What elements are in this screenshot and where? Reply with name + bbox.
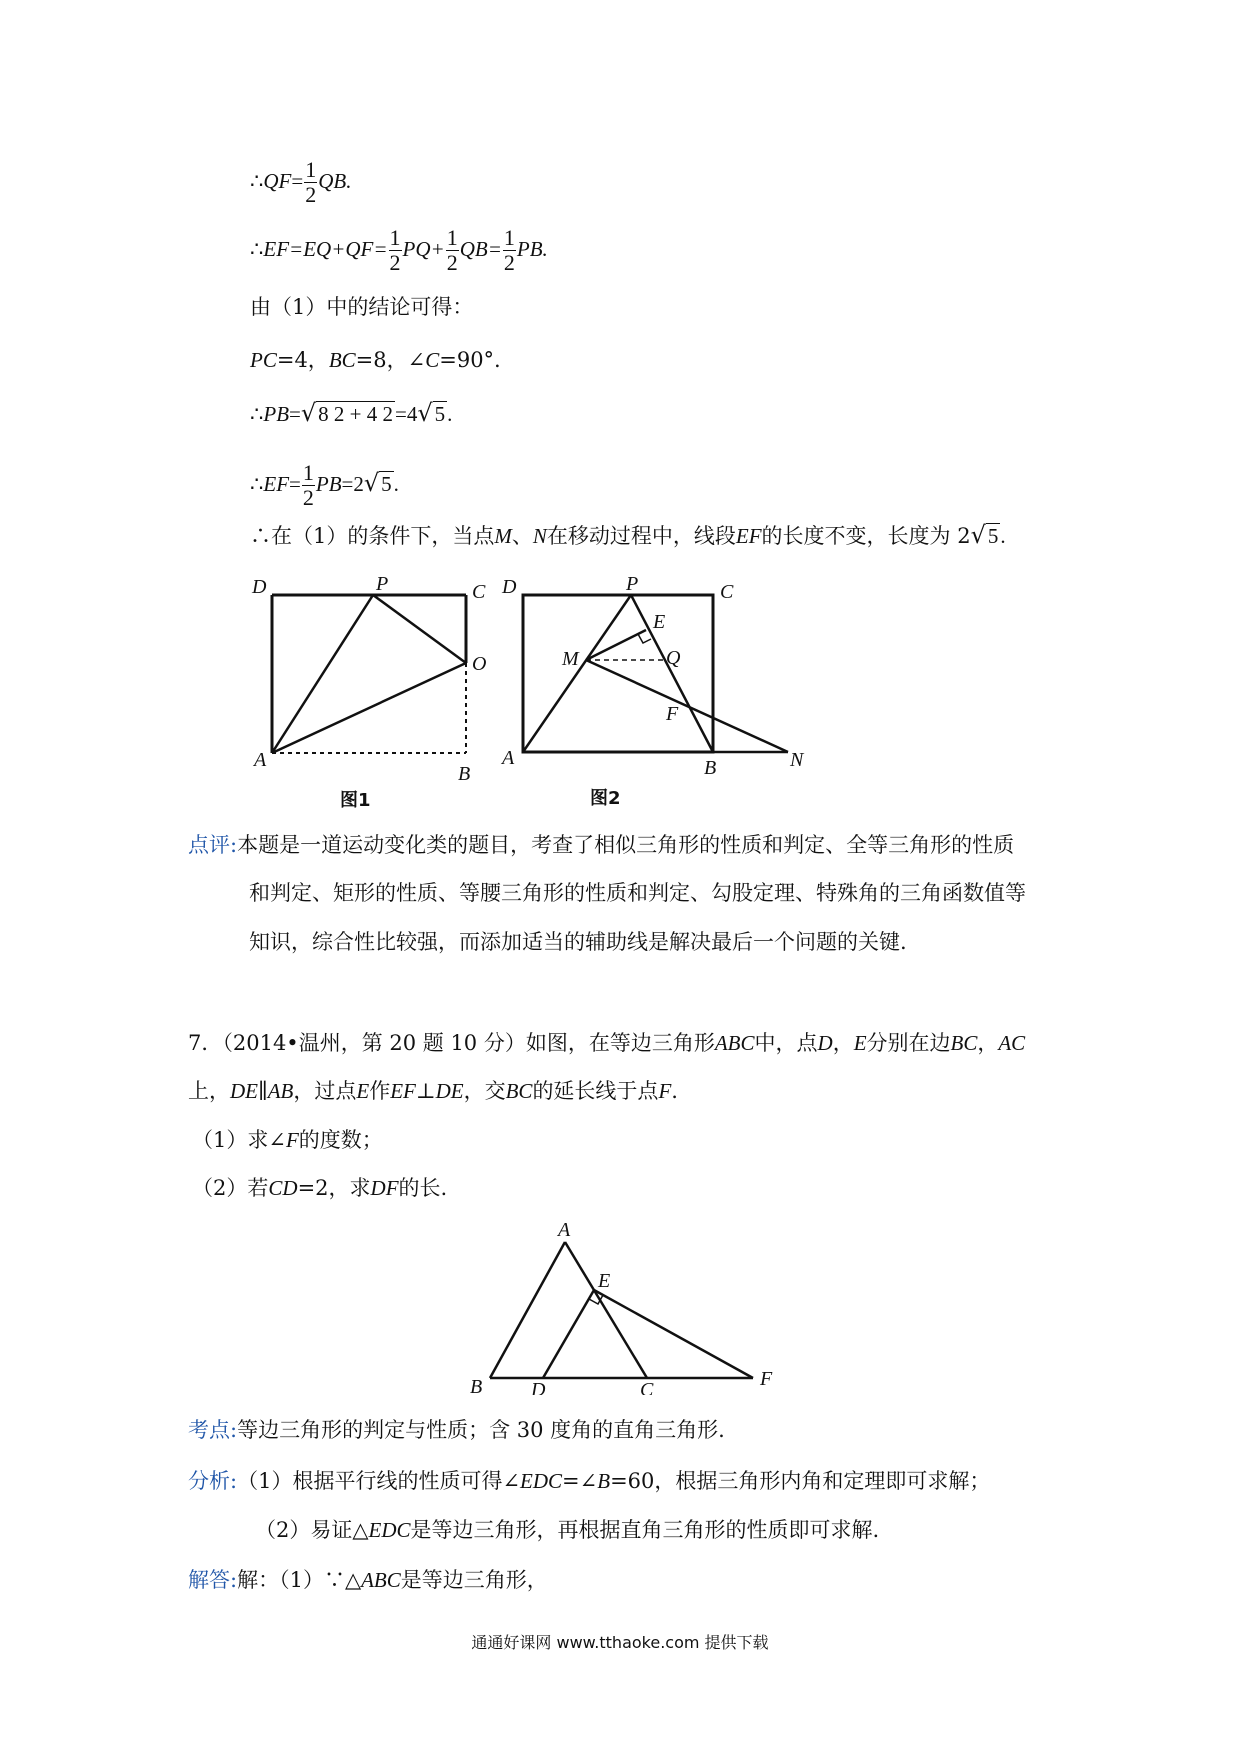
math-var: QF (263, 169, 292, 193)
text: 7．（2014•温州，第 20 题 10 分）如图，在等边三角形 (188, 1031, 715, 1055)
fraction (503, 226, 516, 275)
text: 的长度不变，长度为 2 (761, 524, 971, 548)
math-var: PB (263, 402, 290, 426)
text: 中，点 (754, 1031, 818, 1055)
period: . (447, 402, 453, 426)
text: ∴在（1）的条件下，当点 (250, 524, 495, 548)
edge-ME (586, 630, 646, 660)
math-var: C (425, 348, 440, 372)
radicand: 5 (381, 472, 392, 496)
text: ∥ (258, 1079, 268, 1103)
math-var: BC (505, 1079, 533, 1103)
review-line-3 (249, 927, 907, 957)
figure-3 (465, 1220, 785, 1395)
math-op: = (289, 402, 301, 426)
math-var: EDC (368, 1518, 411, 1542)
colon: : (230, 1418, 238, 1442)
label-N: N (790, 749, 804, 771)
math-var: PB (315, 472, 342, 496)
fraction (304, 158, 317, 207)
label-F: F (760, 1368, 773, 1390)
radicand: 5 (987, 524, 999, 548)
label-F: F (666, 703, 679, 725)
edge-EF (594, 1290, 753, 1378)
text: 的长. (398, 1176, 448, 1200)
math-var: F (658, 1079, 672, 1103)
math-var: E (356, 1079, 370, 1103)
math-expr: PQ+ (402, 237, 445, 261)
therefore-symbol: ∴ (250, 472, 264, 496)
figure-2 (498, 570, 818, 780)
label-A: A (502, 747, 515, 769)
text: =8，∠ (355, 348, 426, 372)
therefore-symbol: ∴ (250, 402, 264, 426)
math-op: =2 (341, 472, 364, 496)
math-var: F (285, 1128, 299, 1152)
text: =60，根据三角形内角和定理即可求解； (610, 1469, 991, 1493)
fraction (389, 226, 402, 275)
math-var: DE (435, 1079, 464, 1103)
line-conclusion-intro (250, 292, 473, 322)
text: 知识，综合性比较强，而添加适当的辅助线是解决最后一个问题的关键. (249, 930, 907, 954)
math-var: DE (230, 1079, 258, 1103)
label-O: O (472, 653, 487, 675)
label-E: E (653, 611, 666, 633)
fenxi-line-2 (255, 1515, 879, 1545)
text: =4， (276, 348, 329, 372)
text: =∠ (562, 1469, 598, 1493)
edge-AC (565, 1242, 647, 1378)
figure-1 (240, 570, 500, 780)
math-expr: QB= (459, 237, 502, 261)
text: （2）若 (192, 1176, 269, 1200)
math-op: =4 (395, 402, 418, 426)
math-var: E (853, 1031, 867, 1055)
fraction (446, 226, 459, 275)
denominator: 2 (302, 485, 314, 510)
text: 、 (511, 524, 533, 548)
fraction (302, 461, 315, 510)
label-A: A (254, 749, 267, 771)
math-var: CD (268, 1176, 298, 1200)
label-B: B (458, 763, 471, 780)
label-M: M (562, 648, 579, 670)
label-C: C (640, 1379, 654, 1395)
problem-7-line-2 (188, 1076, 678, 1106)
colon: : (230, 833, 238, 857)
radicand: 8 2 + 4 2 (318, 402, 394, 426)
problem-7-line-1 (188, 1028, 1025, 1058)
text: 是等边三角形，再根据直角三角形的性质即可求解. (410, 1518, 880, 1542)
math-expr: EF=EQ+QF= (263, 237, 388, 261)
text: 由（1）中的结论可得： (250, 295, 474, 319)
numerator: 1 (389, 225, 401, 250)
numerator: 1 (302, 460, 314, 485)
label-A: A (558, 1220, 571, 1241)
label-P: P (376, 573, 389, 595)
kaodian-line (188, 1415, 725, 1445)
numerator: 1 (446, 225, 458, 250)
denominator: 2 (446, 250, 458, 275)
text: 在移动过程中，线段 (546, 524, 736, 548)
line-values (250, 345, 501, 375)
fenxi-line-1 (188, 1466, 990, 1496)
period: . (393, 472, 399, 496)
sqrt-icon: √ (363, 469, 380, 497)
edge-MN (586, 660, 788, 752)
denominator: 2 (389, 250, 401, 275)
page-footer: 通通好课网 www.tthaoke.com 提供下载 (471, 1633, 769, 1652)
text: 上， (188, 1079, 230, 1103)
therefore-symbol: ∴ (250, 169, 264, 193)
label-C: C (472, 581, 486, 603)
line-pb (250, 398, 452, 429)
text: 是等边三角形， (400, 1568, 548, 1592)
text: 作 (369, 1079, 391, 1103)
math-var: PC (250, 348, 277, 372)
text: 分别在边 (866, 1031, 951, 1055)
math-var: QB. (318, 169, 352, 193)
math-var: ABC (714, 1031, 755, 1055)
review-line-2 (249, 878, 1026, 908)
label-D: D (252, 576, 267, 598)
numerator: 1 (503, 225, 515, 250)
text: ，过点 (293, 1079, 357, 1103)
edge-DE (543, 1290, 594, 1378)
sqrt-icon: √ (970, 521, 986, 549)
label-P: P (626, 573, 639, 595)
math-var: EDC (520, 1469, 563, 1493)
figure-1-caption: 图1 (340, 790, 371, 811)
denominator: 2 (305, 182, 317, 207)
review-label: 点评 (188, 833, 230, 857)
right-angle-mark (638, 634, 651, 643)
math-op: = (289, 472, 301, 496)
radicand: 5 (434, 402, 446, 426)
line-qf (250, 158, 351, 207)
sqrt-icon: √ (300, 399, 317, 427)
denominator: 2 (503, 250, 515, 275)
jieda-label: 解答 (188, 1568, 230, 1592)
jieda-line (188, 1565, 548, 1595)
text: 的度数； (298, 1128, 383, 1152)
text: ， (977, 1031, 999, 1055)
math-var: B (597, 1469, 611, 1493)
math-var: M (494, 524, 512, 548)
kaodian-label: 考点 (188, 1418, 230, 1442)
colon: : (230, 1469, 238, 1493)
problem-7-question-1 (192, 1125, 383, 1155)
figure-2-caption: 图2 (590, 788, 621, 809)
math-var: DF (370, 1176, 399, 1200)
colon: : (230, 1568, 238, 1592)
line-final (250, 520, 1006, 551)
text: （2）易证△ (255, 1518, 369, 1542)
label-D: D (531, 1379, 546, 1395)
math-expr: PB. (516, 237, 548, 261)
math-op: = (291, 169, 304, 193)
text: （1）根据平行线的性质可得∠ (237, 1469, 521, 1493)
math-var: AB (267, 1079, 294, 1103)
text: . (671, 1079, 678, 1103)
text: 和判定、矩形的性质、等腰三角形的性质和判定、勾股定理、特殊角的三角函数值等 (249, 881, 1026, 905)
text: =2，求 (297, 1176, 371, 1200)
label-C: C (720, 581, 734, 603)
text: ，交 (463, 1079, 506, 1103)
numerator: 1 (305, 157, 317, 182)
edge-PO (373, 595, 466, 663)
period: . (1000, 524, 1006, 548)
text: ⊥ (415, 1079, 436, 1103)
math-var: D (817, 1031, 833, 1055)
text: （1）求∠ (192, 1128, 286, 1152)
sqrt-icon: √ (417, 399, 433, 427)
text: 的延长线于点 (532, 1079, 659, 1103)
problem-7-question-2 (192, 1173, 447, 1203)
math-var: BC (950, 1031, 978, 1055)
math-var: EF (735, 524, 762, 548)
line-ef-result (250, 461, 399, 510)
math-var: ABC (361, 1568, 401, 1592)
math-var: EF (263, 472, 290, 496)
text: 本题是一道运动变化类的题目，考查了相似三角形的性质和判定、全等三角形的性质 (237, 833, 1015, 857)
math-var: EF (390, 1079, 416, 1103)
text: ， (832, 1031, 854, 1055)
label-D: D (502, 576, 517, 598)
math-var: N (532, 524, 547, 548)
math-var: AC (998, 1031, 1026, 1055)
edge-PB (631, 595, 713, 752)
review-line-1 (188, 830, 1014, 860)
text: 解：（1）∵△ (237, 1568, 362, 1592)
label-B: B (704, 757, 717, 779)
text: 等边三角形的判定与性质；含 30 度角的直角三角形. (237, 1418, 725, 1442)
text: =90°. (439, 348, 501, 372)
therefore-symbol: ∴ (250, 237, 264, 261)
label-B: B (470, 1376, 483, 1395)
math-var: BC (328, 348, 356, 372)
fenxi-label: 分析 (188, 1469, 230, 1493)
label-Q: Q (666, 647, 681, 669)
label-E: E (598, 1270, 611, 1292)
line-ef (250, 226, 548, 275)
